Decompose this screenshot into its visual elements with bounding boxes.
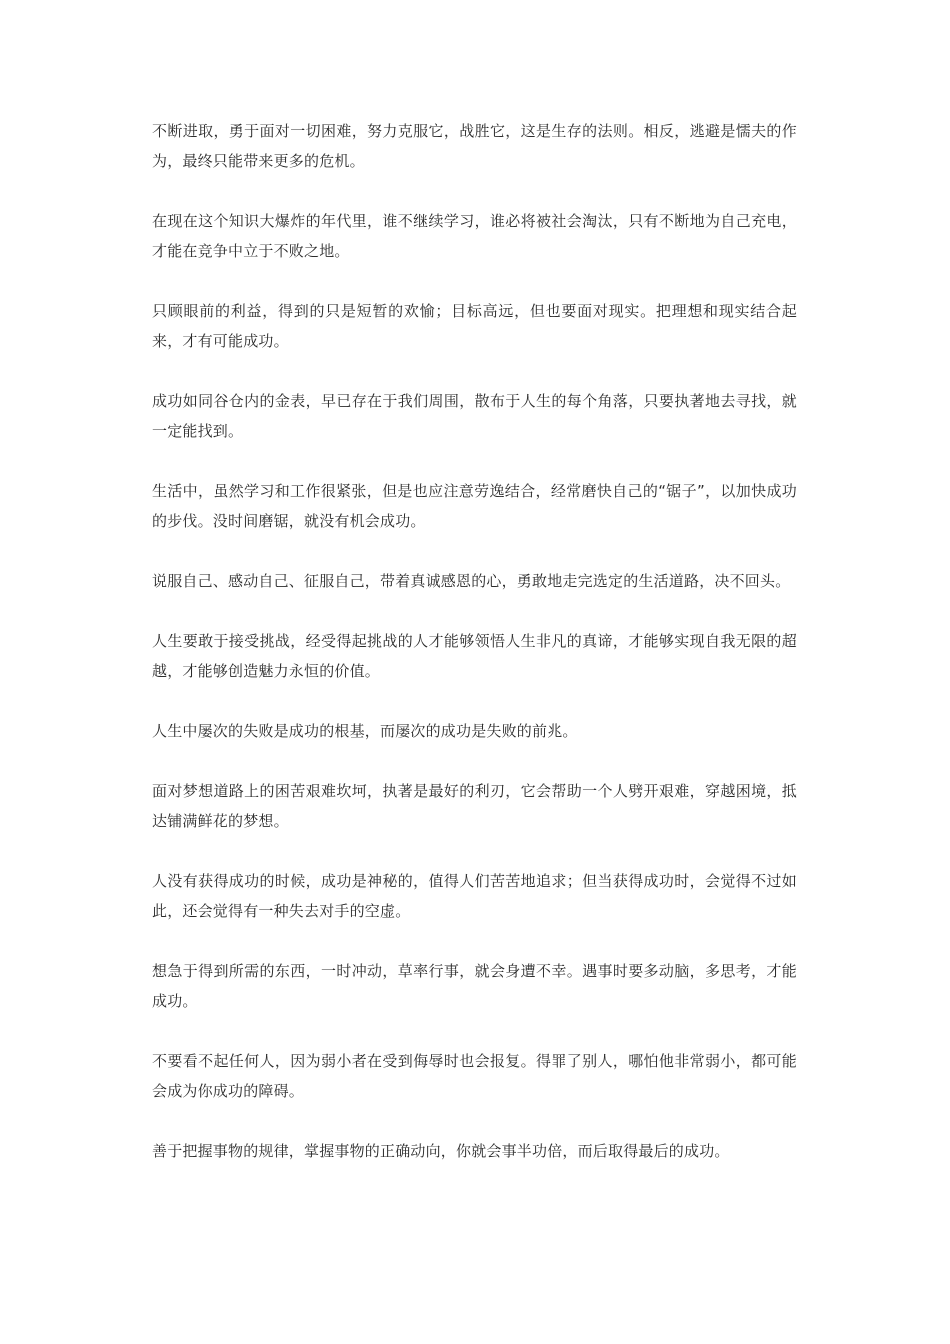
paragraph: 说服自己、感动自己、征服自己，带着真诚感恩的心，勇敢地走完选定的生活道路，决不回头。 <box>152 572 791 590</box>
paragraph: 只顾眼前的利益，得到的只是短暂的欢愉；目标高远，但也要面对现实。把理想和现实结合起来，才有可能成功。 <box>152 302 797 350</box>
paragraph: 人没有获得成功的时候，成功是神秘的，值得人们苦苦地追求；但当获得成功时，会觉得不过如此，还会觉得有一种失去对手的空虚。 <box>152 872 797 920</box>
document-page <box>152 116 797 1196</box>
paragraph: 在现在这个知识大爆炸的年代里，谁不继续学习，谁必将被社会淘汰，只有不断地为自己充电，才能在竞争中立于不败之地。 <box>152 212 797 260</box>
paragraph: 人生中屡次的失败是成功的根基，而屡次的成功是失败的前兆。 <box>152 722 578 740</box>
paragraph: 不要看不起任何人，因为弱小者在受到侮辱时也会报复。得罪了别人，哪怕他非常弱小，都可能会成为你成功的障碍。 <box>152 1052 797 1100</box>
paragraph: 生活中，虽然学习和工作很紧张，但是也应注意劳逸结合，经常磨快自己的“锯子”，以加快成功的步伐。没时间磨锯，就没有机会成功。 <box>152 482 797 530</box>
paragraph: 人生要敢于接受挑战，经受得起挑战的人才能够领悟人生非凡的真谛，才能够实现自我无限的超越，才能够创造魅力永恒的价值。 <box>152 632 797 680</box>
paragraph: 不断进取，勇于面对一切困难，努力克服它，战胜它，这是生存的法则。相反，逃避是懦夫的作为，最终只能带来更多的危机。 <box>152 122 797 170</box>
paragraph: 成功如同谷仓内的金表，早已存在于我们周围，散布于人生的每个角落，只要执著地去寻找，就一定能找到。 <box>152 392 797 440</box>
paragraph: 面对梦想道路上的困苦艰难坎坷，执著是最好的利刃，它会帮助一个人劈开艰难，穿越困境，抵达铺满鲜花的梦想。 <box>152 782 797 830</box>
paragraph: 善于把握事物的规律，掌握事物的正确动向，你就会事半功倍，而后取得最后的成功。 <box>152 1142 730 1160</box>
paragraph: 想急于得到所需的东西，一时冲动，草率行事，就会身遭不幸。遇事时要多动脑，多思考，才能成功。 <box>152 962 797 1010</box>
